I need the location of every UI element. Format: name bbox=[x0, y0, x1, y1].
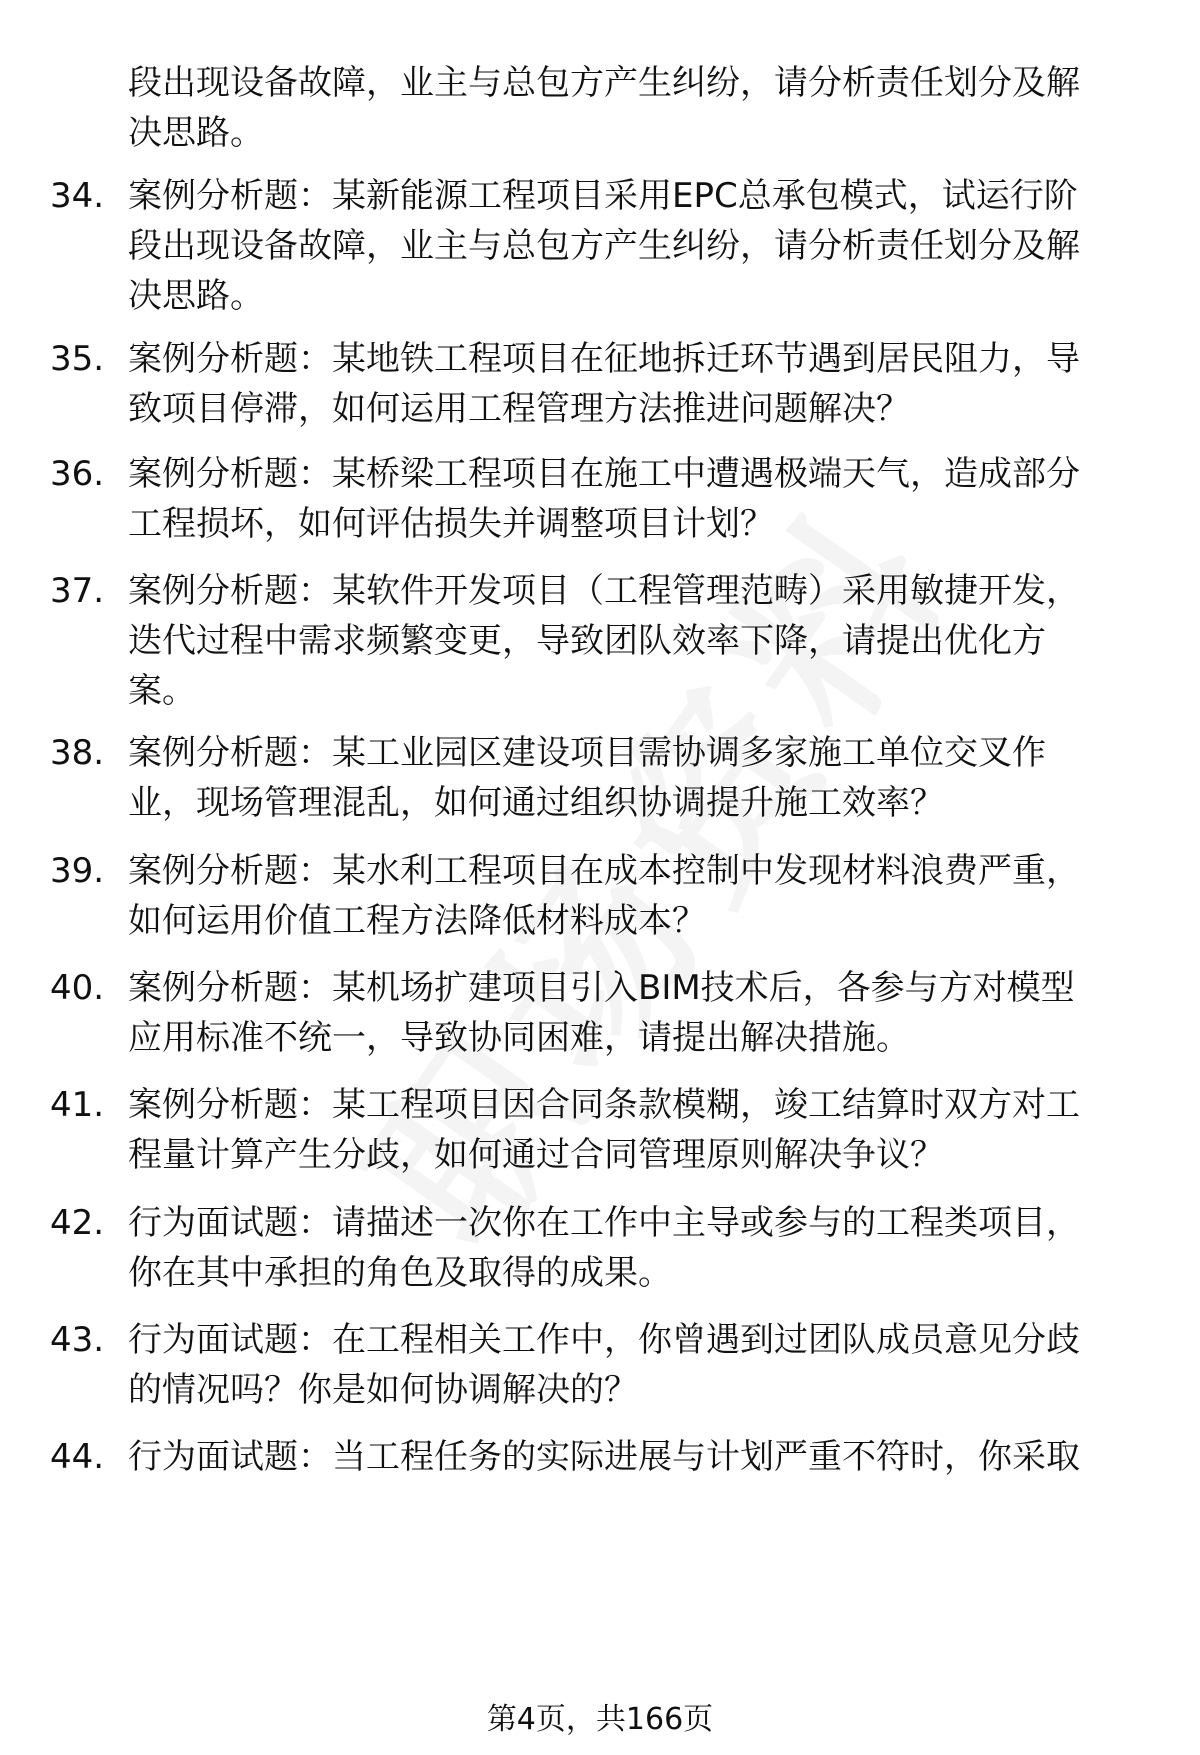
continuation-line: 段出现设备故障，业主与总包方产生纠纷，请分析责任划分及解 bbox=[128, 63, 1080, 103]
question-number: 38. bbox=[50, 733, 105, 773]
question-number: 40. bbox=[50, 968, 105, 1008]
question-text bbox=[128, 1432, 1143, 1482]
question-line: 案例分析题：某新能源工程项目采用EPC总承包模式，试运行阶 bbox=[128, 176, 1078, 216]
question-line: 案例分析题：某桥梁工程项目在施工中遭遇极端天气，造成部分 bbox=[128, 454, 1080, 494]
question-number: 42. bbox=[50, 1203, 105, 1243]
question-line: 应用标准不统一，导致协同困难，请提出解决措施。 bbox=[128, 1018, 910, 1058]
question-text bbox=[128, 566, 1143, 716]
question-line: 段出现设备故障，业主与总包方产生纠纷，请分析责任划分及解 bbox=[128, 226, 1080, 266]
question-text bbox=[128, 846, 1143, 946]
question-number: 36. bbox=[50, 454, 105, 494]
continuation-text bbox=[128, 58, 1143, 158]
question-line: 案例分析题：某软件开发项目（工程管理范畴）采用敏捷开发， bbox=[128, 571, 1080, 611]
question-number: 35. bbox=[50, 339, 105, 379]
question-line: 决思路。 bbox=[128, 276, 264, 316]
question-text bbox=[128, 1315, 1143, 1415]
question-number: 43. bbox=[50, 1320, 105, 1360]
question-text bbox=[128, 171, 1143, 321]
question-text bbox=[128, 1198, 1143, 1298]
question-line: 行为面试题：请描述一次你在工作中主导或参与的工程类项目， bbox=[128, 1203, 1080, 1243]
question-line: 案例分析题：某水利工程项目在成本控制中发现材料浪费严重， bbox=[128, 851, 1080, 891]
question-text bbox=[128, 728, 1143, 828]
question-line: 案。 bbox=[128, 671, 196, 711]
continuation-line: 决思路。 bbox=[128, 113, 264, 153]
question-number: 44. bbox=[50, 1437, 105, 1477]
question-line: 行为面试题：在工程相关工作中，你曾遇到过团队成员意见分歧 bbox=[128, 1320, 1080, 1360]
question-number: 37. bbox=[50, 571, 105, 611]
question-line: 的情况吗？你是如何协调解决的？ bbox=[128, 1370, 638, 1410]
question-line: 如何运用价值工程方法降低材料成本？ bbox=[128, 901, 706, 941]
question-line: 致项目停滞，如何运用工程管理方法推进问题解决？ bbox=[128, 389, 910, 429]
question-line: 案例分析题：某工业园区建设项目需协调多家施工单位交叉作 bbox=[128, 733, 1046, 773]
question-line: 迭代过程中需求频繁变更，导致团队效率下降，请提出优化方 bbox=[128, 621, 1046, 661]
question-line: 案例分析题：某工程项目因合同条款模糊，竣工结算时双方对工 bbox=[128, 1085, 1080, 1125]
question-number: 39. bbox=[50, 851, 105, 891]
question-number: 34. bbox=[50, 176, 105, 216]
question-line: 案例分析题：某机场扩建项目引入BIM技术后，各参与方对模型 bbox=[128, 968, 1075, 1008]
question-text bbox=[128, 334, 1143, 434]
question-line: 你在其中承担的角色及取得的成果。 bbox=[128, 1253, 672, 1293]
question-line: 行为面试题：当工程任务的实际进展与计划严重不符时，你采取 bbox=[128, 1437, 1080, 1477]
page-footer: 第4页，共166页 bbox=[486, 1702, 714, 1737]
question-line: 程量计算产生分歧，如何通过合同管理原则解决争议？ bbox=[128, 1135, 944, 1175]
question-number: 41. bbox=[50, 1085, 105, 1125]
question-line: 业，现场管理混乱，如何通过组织协调提升施工效率？ bbox=[128, 783, 944, 823]
question-text bbox=[128, 963, 1143, 1063]
question-text bbox=[128, 449, 1143, 549]
question-line: 工程损坏，如何评估损失并调整项目计划？ bbox=[128, 504, 774, 544]
question-line: 案例分析题：某地铁工程项目在征地拆迁环节遇到居民阻力，导 bbox=[128, 339, 1080, 379]
question-text bbox=[128, 1080, 1143, 1180]
